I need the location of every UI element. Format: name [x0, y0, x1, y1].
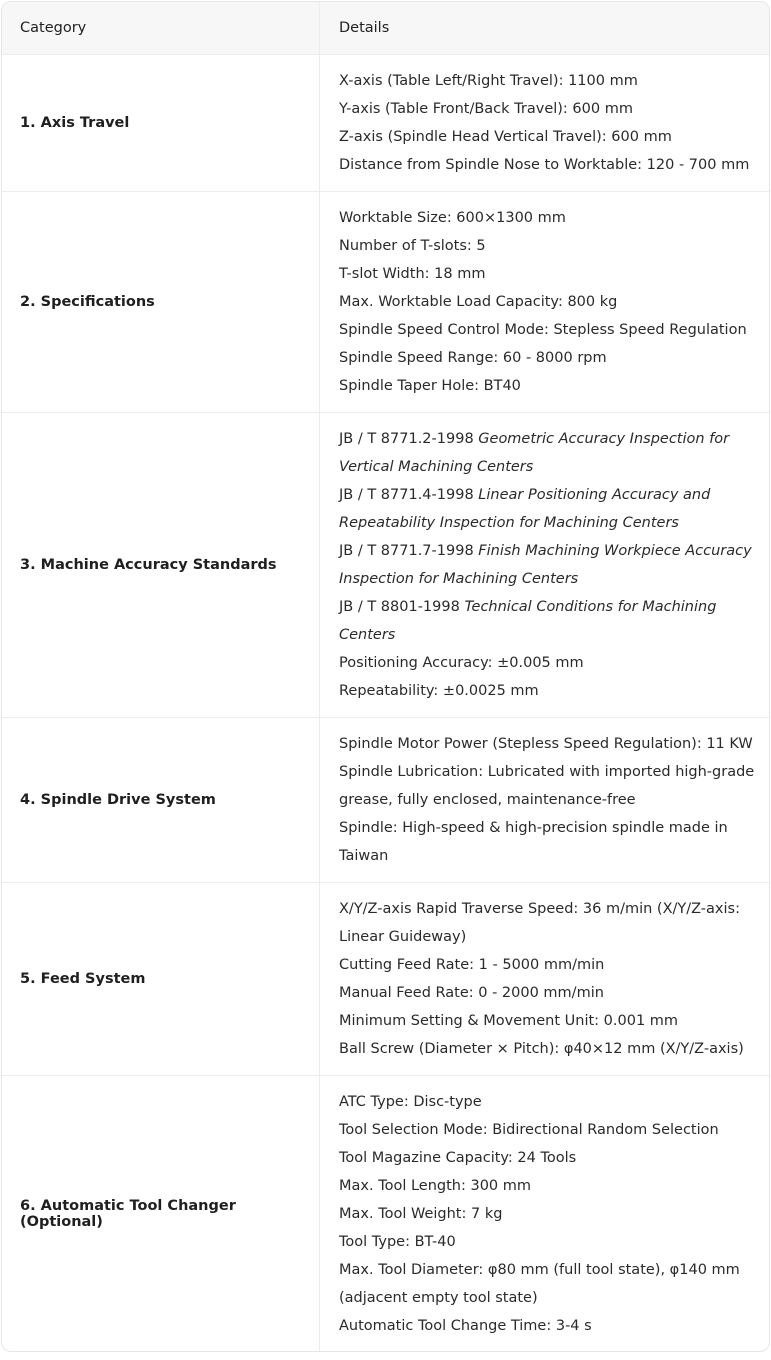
row-category: 2. Specifications: [2, 192, 320, 412]
detail-line: [339, 895, 759, 923]
detail-text: Automatic Tool Change Time: 3-4 s: [339, 1317, 592, 1334]
detail-text: Max. Worktable Load Capacity: 800 kg: [339, 294, 618, 310]
row-category: 4. Spindle Drive System: [2, 718, 320, 882]
detail-line: [339, 621, 759, 649]
row-details: [320, 1076, 769, 1351]
detail-line: [339, 758, 759, 786]
detail-line: [339, 1256, 759, 1284]
detail-line: [339, 565, 759, 593]
detail-line: [339, 1116, 759, 1144]
detail-text: Taiwan: [339, 848, 389, 864]
detail-text: Spindle Motor Power (Stepless Speed Regulation): 11 KW: [339, 736, 753, 752]
detail-line: [339, 67, 759, 95]
detail-text: Number of T-slots: 5: [339, 238, 486, 254]
detail-text: (adjacent empty tool state): [339, 1289, 538, 1306]
detail-line: [339, 344, 759, 372]
detail-text: Spindle Speed Range: 60 - 8000 rpm: [339, 350, 607, 366]
detail-text: JB / T 8771.4-1998: [339, 487, 479, 503]
detail-text: grease, fully enclosed, maintenance-free: [339, 792, 636, 808]
detail-line: [339, 923, 759, 951]
detail-line: [339, 509, 759, 537]
detail-text: JB / T 8801-1998: [339, 599, 465, 615]
detail-text: Tool Selection Mode: Bidirectional Random Selection: [339, 1121, 719, 1138]
detail-line: [339, 730, 759, 758]
detail-line: [339, 1035, 759, 1063]
detail-line: [339, 288, 759, 316]
table-row: [2, 1076, 769, 1351]
detail-line: [339, 649, 759, 677]
detail-text: Repeatability: ±0.0025 mm: [339, 683, 539, 699]
row-details: [320, 883, 769, 1075]
detail-line: [339, 316, 759, 344]
detail-line: [339, 1172, 759, 1200]
detail-line: [339, 593, 759, 621]
detail-text: Max. Tool Diameter: φ80 mm (full tool state), φ140 mm: [339, 1261, 740, 1278]
detail-text: JB / T 8771.7-1998: [339, 543, 479, 559]
detail-text: Spindle Speed Control Mode: Stepless Speed Regulation: [339, 322, 747, 338]
detail-text: Minimum Setting & Movement Unit: 0.001 mm: [339, 1013, 679, 1029]
row-category: 5. Feed System: [2, 883, 320, 1075]
detail-text: Ball Screw (Diameter × Pitch): φ40×12 mm (X/Y/Z-axis): [339, 1041, 744, 1057]
detail-text: JB / T 8771.2-1998: [339, 431, 479, 447]
detail-text: Spindle Lubrication: Lubricated with imported high-grade: [339, 764, 755, 780]
detail-text: Positioning Accuracy: ±0.005 mm: [339, 655, 584, 671]
row-category: 6. Automatic Tool Changer (Optional): [2, 1076, 320, 1351]
table-body: [2, 55, 769, 1351]
detail-line: [339, 1200, 759, 1228]
detail-line: [339, 537, 759, 565]
detail-line: [339, 425, 759, 453]
detail-line: [339, 260, 759, 288]
row-details: [320, 718, 769, 882]
detail-text: T-slot Width: 18 mm: [339, 266, 486, 282]
table-row: [2, 883, 769, 1076]
table-row: [2, 413, 769, 718]
header-details: Details: [339, 20, 390, 36]
detail-line: [339, 372, 759, 400]
table-row: [2, 55, 769, 192]
row-details: [320, 55, 769, 191]
detail-text: Max. Tool Weight: 7 kg: [339, 1205, 503, 1222]
detail-line: [339, 204, 759, 232]
detail-italic-text: Linear Positioning Accuracy and: [478, 487, 711, 503]
detail-text: X-axis (Table Left/Right Travel): 1100 mm: [339, 73, 638, 89]
table-header: [2, 2, 769, 55]
detail-line: [339, 979, 759, 1007]
detail-text: Cutting Feed Rate: 1 - 5000 mm/min: [339, 957, 605, 973]
detail-italic-text: Repeatability Inspection for Machining Centers: [339, 515, 679, 531]
detail-line: [339, 1088, 759, 1116]
detail-text: Tool Magazine Capacity: 24 Tools: [339, 1149, 577, 1166]
detail-text: Worktable Size: 600×1300 mm: [339, 210, 566, 226]
detail-line: [339, 1312, 759, 1340]
detail-italic-text: Vertical Machining Centers: [339, 459, 534, 475]
detail-italic-text: Finish Machining Workpiece Accuracy: [478, 543, 752, 559]
detail-line: [339, 95, 759, 123]
detail-text: Y-axis (Table Front/Back Travel): 600 mm: [339, 101, 633, 117]
detail-italic-text: Centers: [339, 627, 396, 643]
detail-line: [339, 1228, 759, 1256]
detail-line: [339, 232, 759, 260]
detail-italic-text: Inspection for Machining Centers: [339, 571, 579, 587]
row-details: [320, 413, 769, 717]
detail-line: [339, 677, 759, 705]
detail-text: Linear Guideway): [339, 929, 467, 945]
detail-line: [339, 951, 759, 979]
row-details: [320, 192, 769, 412]
detail-line: [339, 453, 759, 481]
header-category: Category: [2, 2, 320, 54]
detail-text: Z-axis (Spindle Head Vertical Travel): 600 mm: [339, 129, 672, 145]
spec-table: [1, 1, 770, 1352]
detail-text: Distance from Spindle Nose to Worktable: 120 - 700 mm: [339, 157, 750, 173]
table-row: [2, 718, 769, 883]
detail-line: [339, 1007, 759, 1035]
detail-line: [339, 786, 759, 814]
detail-line: [339, 814, 759, 842]
detail-text: Spindle: High-speed & high-precision spindle made in: [339, 820, 728, 836]
detail-text: Spindle Taper Hole: BT40: [339, 378, 521, 394]
row-category: 1. Axis Travel: [2, 55, 320, 191]
detail-line: [339, 481, 759, 509]
detail-italic-text: Technical Conditions for Machining: [464, 599, 717, 615]
detail-line: [339, 151, 759, 179]
detail-text: ATC Type: Disc-type: [339, 1093, 482, 1110]
detail-italic-text: Geometric Accuracy Inspection for: [478, 431, 730, 447]
detail-line: [339, 1284, 759, 1312]
table-row: [2, 192, 769, 413]
row-category: 3. Machine Accuracy Standards: [2, 413, 320, 717]
detail-text: Manual Feed Rate: 0 - 2000 mm/min: [339, 985, 604, 1001]
detail-text: X/Y/Z-axis Rapid Traverse Speed: 36 m/min (X/Y/Z-axis:: [339, 901, 740, 917]
detail-line: [339, 123, 759, 151]
detail-line: [339, 1144, 759, 1172]
detail-text: Max. Tool Length: 300 mm: [339, 1177, 532, 1194]
detail-line: [339, 842, 759, 870]
detail-text: Tool Type: BT-40: [339, 1233, 456, 1250]
